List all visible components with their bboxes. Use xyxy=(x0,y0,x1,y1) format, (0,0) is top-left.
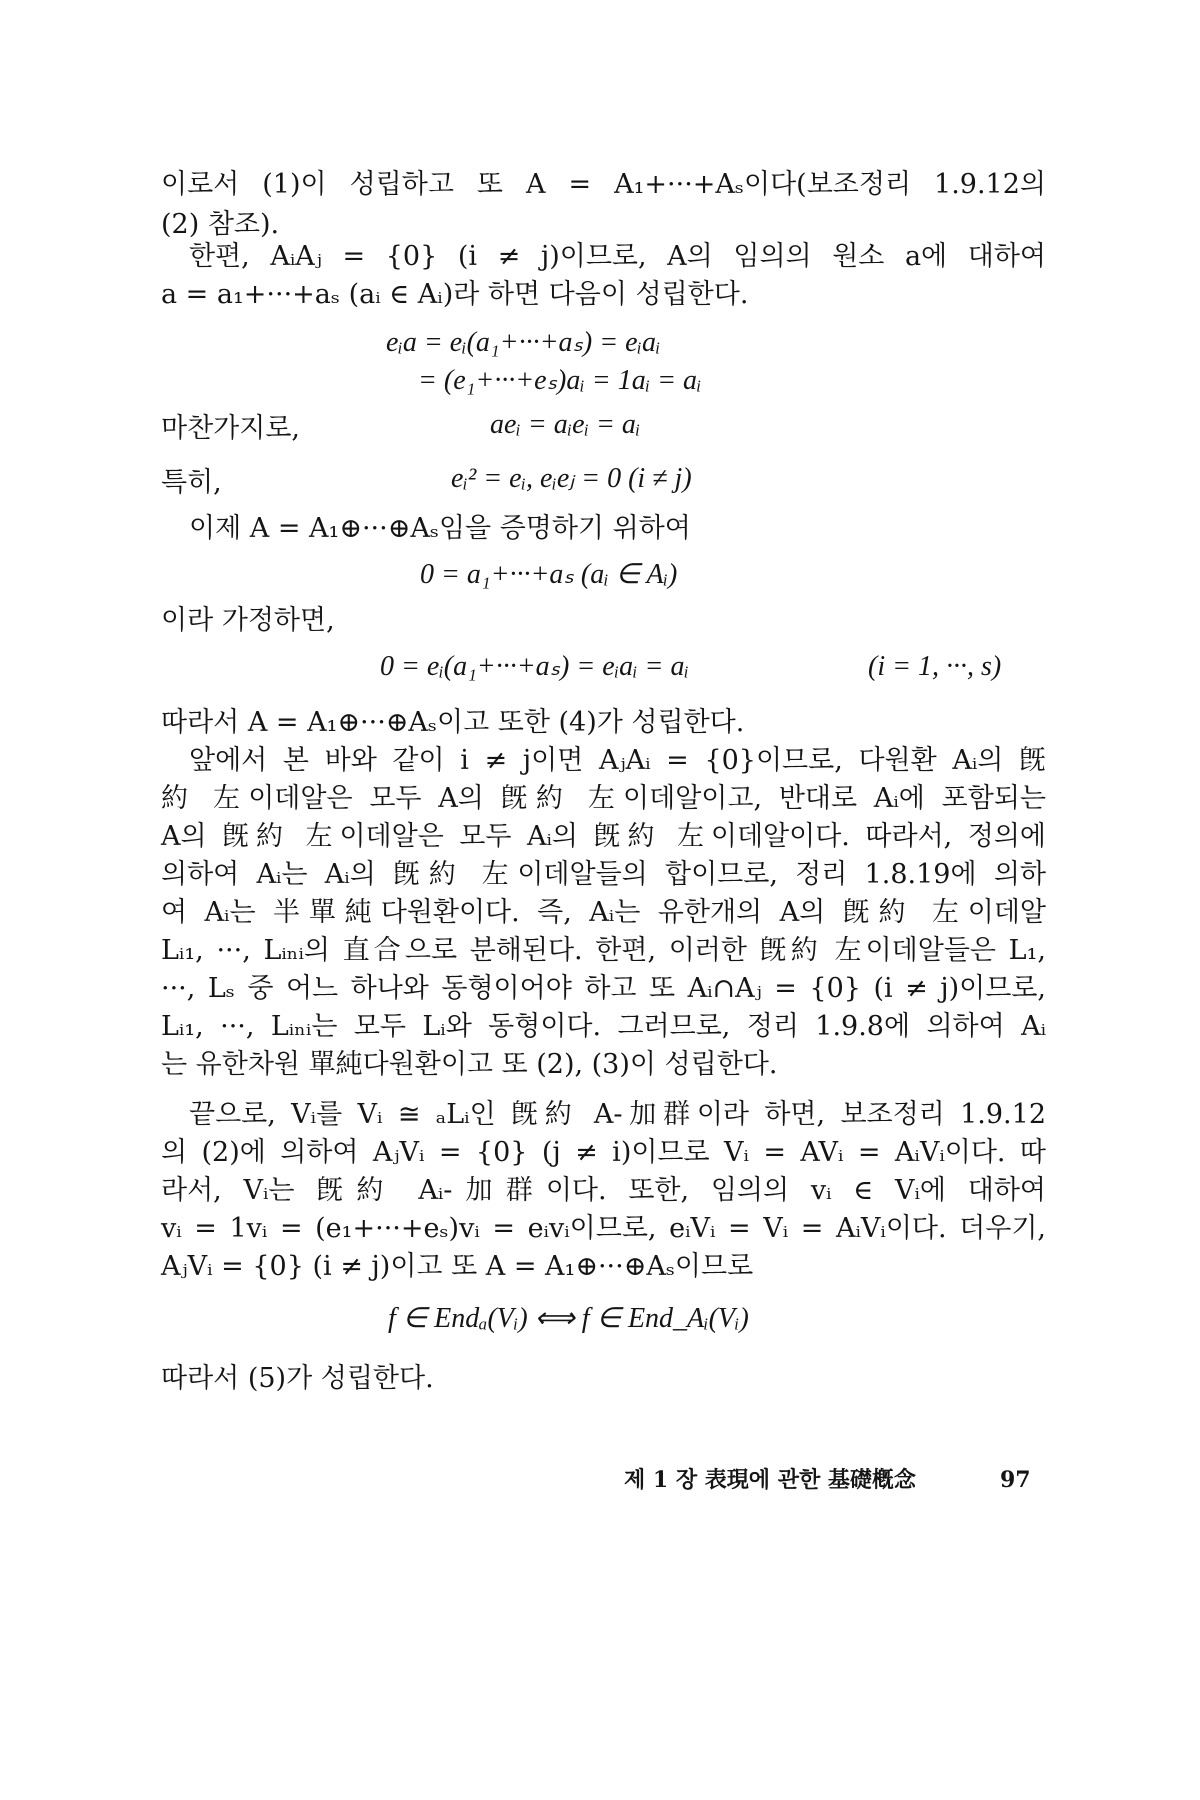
text-line: Lᵢ₁, ···, Lᵢₙᵢ의 直合으로 분해된다. 한편, 이러한 旣約 左이데알들은 L₁, xyxy=(161,935,1046,966)
text-line: A의 旣約 左이데알은 모두 Aᵢ의 旣約 左이데알이다. 따라서, 정의에 xyxy=(161,821,1046,852)
text-line: 끝으로, Vᵢ를 Vᵢ ≅ ₐLᵢ인 旣約 A-加群이라 하면, 보조정리 1.9.12 xyxy=(189,1099,1046,1130)
text-line: 의 (2)에 의하여 AⱼVᵢ = {0} (j ≠ i)이므로 Vᵢ = AVᵢ = AᵢVᵢ이다. 따 xyxy=(161,1137,1046,1168)
text-line: 約 左이데알은 모두 A의 旣約 左이데알이고, 반대로 Aᵢ에 포함되는 xyxy=(161,783,1046,814)
text-line: 라서, Vᵢ는 旣約 Aᵢ-加群이다. 또한, 임의의 vᵢ ∈ Vᵢ에 대하여 xyxy=(161,1175,1046,1206)
text-line: 의하여 Aᵢ는 Aᵢ의 旣約 左이데알들의 합이므로, 정리 1.8.19에 의하 xyxy=(161,859,1046,890)
chapter-footer: 제 1 장 表現에 관한 基礎槪念 xyxy=(624,1467,916,1493)
text-line: 이로서 (1)이 성립하고 또 A = A₁+···+Aₛ이다(보조정리 1.9.12의 xyxy=(161,169,1046,200)
text-line: 한편, AᵢAⱼ = {0} (i ≠ j)이므로, A의 임의의 원소 a에 대하여 xyxy=(189,241,1046,272)
text-line: ···, Lₛ 중 어느 하나와 동형이어야 하고 또 Aᵢ∩Aⱼ = {0} (i ≠ j)이므로, xyxy=(161,973,1046,1004)
text-line: 이제 A = A₁⊕···⊕Aₛ임을 증명하기 위하여 xyxy=(189,513,691,544)
equation: eᵢ² = eᵢ, eᵢeⱼ = 0 (i ≠ j) xyxy=(451,463,692,494)
label-especially: 특히, xyxy=(161,467,222,498)
text-line: vᵢ = 1vᵢ = (e₁+···+eₛ)vᵢ = eᵢvᵢ이므로, eᵢVᵢ = Vᵢ = AᵢVᵢ이다. 더우기, xyxy=(161,1213,1046,1244)
text-line: 따라서 (5)가 성립한다. xyxy=(161,1363,434,1394)
text-line: AⱼVᵢ = {0} (i ≠ j)이고 또 A = A₁⊕···⊕Aₛ이므로 xyxy=(161,1251,754,1282)
text-line: 는 유한차원 單純다원환이고 또 (2), (3)이 성립한다. xyxy=(161,1049,778,1080)
label-similarly: 마찬가지로, xyxy=(161,413,300,444)
equation: 0 = eᵢ(a₁+···+aₛ) = eᵢaᵢ = aᵢ xyxy=(380,651,689,682)
equation: f ∈ Endₐ(Vᵢ) ⟺ f ∈ End_Aᵢ(Vᵢ) xyxy=(388,1303,749,1334)
equation-condition: (i = 1, ···, s) xyxy=(868,651,1002,682)
text-line: a = a₁+···+aₛ (aᵢ ∈ Aᵢ)라 하면 다음이 성립한다. xyxy=(161,279,749,310)
text-line: (2) 참조). xyxy=(161,209,280,240)
equation: = (e₁+···+eₛ)aᵢ = 1aᵢ = aᵢ xyxy=(418,365,702,396)
text-line: 여 Aᵢ는 半單純다원환이다. 즉, Aᵢ는 유한개의 A의 旣約 左이데알 xyxy=(161,897,1046,928)
text-line: 앞에서 본 바와 같이 i ≠ j이면 AⱼAᵢ = {0}이므로, 다원환 Aᵢ의 旣 xyxy=(189,745,1046,776)
equation: eᵢa = eᵢ(a₁+···+aₛ) = eᵢaᵢ xyxy=(386,327,661,358)
page-number: 97 xyxy=(1000,1467,1031,1493)
equation: 0 = a₁+···+aₛ (aᵢ ∈ Aᵢ) xyxy=(420,559,678,590)
text-line: 따라서 A = A₁⊕···⊕Aₛ이고 또한 (4)가 성립한다. xyxy=(161,707,745,738)
text-line: Lᵢ₁, ···, Lᵢₙᵢ는 모두 Lᵢ와 동형이다. 그러므로, 정리 1.9.8에 의하여 Aᵢ xyxy=(161,1011,1046,1042)
text-line: 이라 가정하면, xyxy=(161,605,335,636)
equation: aeᵢ = aᵢeᵢ = aᵢ xyxy=(490,409,641,440)
